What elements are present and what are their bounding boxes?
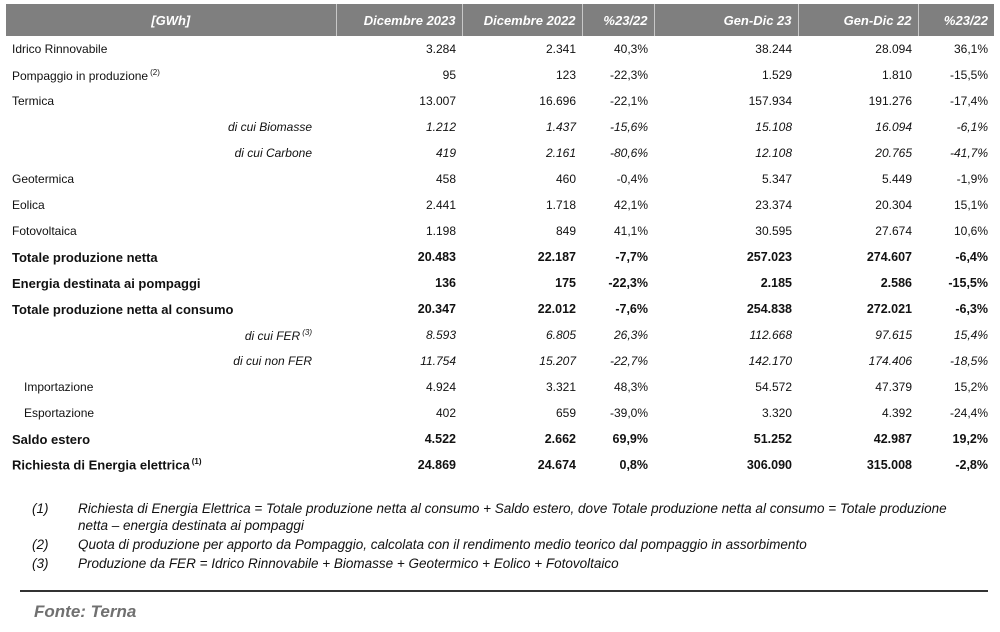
table-row [6, 400, 994, 426]
cell-ytd-2022: 20.765 [875, 146, 912, 160]
cell-dec-change: -22,3% [608, 276, 648, 290]
energy-balance-table [6, 4, 994, 478]
cell-ytd-change: 15,1% [953, 198, 988, 212]
row-label [6, 166, 336, 192]
footnote-ref: (1) [191, 457, 202, 467]
cell-ytd-2023: 12.108 [755, 146, 792, 160]
cell-dec-2023: 4.924 [425, 380, 456, 394]
footnote-item [32, 500, 962, 534]
cell-ytd-change: 36,1% [953, 42, 988, 56]
cell-dec-change: -22,3% [609, 68, 648, 82]
cell-dec-2022: 1.718 [545, 198, 576, 212]
cell-ytd-change: -24,4% [949, 406, 988, 420]
row-label [6, 114, 336, 140]
table-row [6, 88, 994, 114]
cell-dec-2022: 6.805 [545, 328, 576, 342]
divider-line [20, 590, 988, 592]
cell-dec-change: 41,1% [613, 224, 648, 238]
cell-ytd-2022: 315.008 [866, 458, 912, 472]
table-row [6, 218, 994, 244]
row-label [6, 36, 336, 62]
header-ytd-change: %23/22 [918, 4, 994, 36]
cell-dec-change: -39,0% [609, 406, 648, 420]
table-row [6, 140, 994, 166]
cell-dec-2022: 22.012 [537, 302, 576, 316]
row-label-text: Totale produzione netta al consumo [12, 301, 234, 317]
cell-ytd-change: 10,6% [953, 224, 988, 238]
cell-dec-2022: 2.662 [544, 432, 576, 446]
cell-ytd-change: -6,4% [955, 250, 988, 264]
energy-table-container [6, 4, 994, 478]
row-label [6, 244, 336, 270]
table-row [6, 192, 994, 218]
cell-dec-change: -80,6% [609, 146, 648, 160]
cell-ytd-2023: 15.108 [755, 120, 792, 134]
cell-ytd-2023: 23.374 [755, 198, 792, 212]
header-unit: [GWh] [6, 4, 336, 36]
cell-dec-2023: 458 [435, 172, 456, 186]
footnote-number: (1) [32, 501, 49, 516]
cell-dec-2023: 2.441 [425, 198, 456, 212]
cell-ytd-2022: 27.674 [875, 224, 912, 238]
cell-ytd-2022: 272.021 [866, 302, 912, 316]
cell-dec-2022: 123 [555, 68, 576, 82]
cell-dec-2023: 8.593 [425, 328, 456, 342]
footnote-text: Richiesta di Energia Elettrica = Totale produzione netta al consumo + Saldo estero, dove Totale produzione netta al consumo = Totale produzione netta – energia destinata ai pompaggi [78, 501, 947, 533]
cell-ytd-2023: 142.170 [748, 354, 792, 368]
cell-ytd-2022: 42.987 [873, 432, 912, 446]
cell-ytd-2023: 3.320 [761, 406, 792, 420]
cell-ytd-change: -17,4% [949, 94, 988, 108]
table-row [6, 166, 994, 192]
row-label-text: Energia destinata ai pompaggi [12, 275, 201, 291]
cell-ytd-change: -1,9% [956, 172, 988, 186]
row-label [6, 400, 336, 426]
row-label [6, 426, 336, 452]
footnote-ref: (3) [302, 327, 312, 337]
table-row [6, 322, 994, 348]
cell-dec-2023: 3.284 [425, 42, 456, 56]
cell-dec-change: -15,6% [609, 120, 648, 134]
cell-dec-2023: 402 [435, 406, 456, 420]
footnote-text: Produzione da FER = Idrico Rinnovabile + Biomasse + Geotermico + Eolico + Fotovoltaico [78, 556, 619, 571]
table-row [6, 452, 994, 478]
table-header-row [6, 4, 994, 36]
row-label-text: Termica [12, 94, 55, 108]
header-dec-2023: Dicembre 2023 [336, 4, 462, 36]
row-label-text: Pompaggio in produzione [12, 68, 149, 83]
cell-dec-change: -22,1% [609, 94, 648, 108]
cell-dec-2023: 1.212 [425, 120, 456, 134]
row-label [6, 374, 336, 400]
cell-ytd-change: 15,4% [953, 328, 988, 342]
cell-ytd-2022: 1.810 [881, 68, 912, 82]
cell-ytd-2022: 191.276 [868, 94, 912, 108]
row-label-text: Fotovoltaica [12, 224, 77, 238]
table-row [6, 244, 994, 270]
cell-dec-2023: 136 [435, 276, 456, 290]
cell-dec-2023: 419 [435, 146, 456, 160]
footnote-ref: (2) [150, 67, 160, 77]
cell-dec-change: 0,8% [619, 458, 648, 472]
row-label [6, 192, 336, 218]
source-label: Fonte: Terna [34, 602, 137, 621]
footnote-number: (2) [32, 537, 49, 552]
cell-ytd-change: -2,8% [955, 458, 988, 472]
cell-ytd-2022: 28.094 [875, 42, 912, 56]
footnote-item [32, 555, 962, 572]
cell-ytd-change: -18,5% [949, 354, 988, 368]
cell-ytd-2023: 54.572 [755, 380, 792, 394]
cell-ytd-change: -41,7% [949, 146, 988, 160]
cell-dec-2023: 11.754 [420, 354, 456, 368]
row-label-text: Totale produzione netta [12, 249, 158, 265]
cell-ytd-2022: 20.304 [875, 198, 912, 212]
row-label-text: Importazione [24, 380, 94, 394]
table-row [6, 62, 994, 88]
cell-dec-2022: 3.321 [545, 380, 576, 394]
cell-ytd-change: 19,2% [952, 432, 988, 446]
cell-dec-2022: 1.437 [545, 120, 576, 134]
table-row [6, 426, 994, 452]
cell-dec-change: 48,3% [613, 380, 648, 394]
row-label [6, 348, 336, 374]
cell-ytd-2023: 306.090 [746, 458, 792, 472]
cell-dec-2023: 24.869 [417, 458, 456, 472]
row-label [6, 452, 336, 478]
cell-ytd-change: -6,3% [955, 302, 988, 316]
cell-dec-2023: 13.007 [419, 94, 456, 108]
cell-dec-2022: 22.187 [537, 250, 576, 264]
row-label-text: di cui non FER [233, 354, 312, 368]
cell-dec-2022: 2.161 [545, 146, 576, 160]
cell-ytd-2022: 2.586 [880, 276, 912, 290]
cell-dec-2023: 20.483 [417, 250, 456, 264]
table-row [6, 270, 994, 296]
row-label-text: di cui Biomasse [227, 120, 312, 134]
table-body [6, 36, 994, 478]
cell-ytd-2023: 157.934 [748, 94, 792, 108]
row-label-text: Eolica [12, 198, 45, 212]
header-dec-2022: Dicembre 2022 [462, 4, 582, 36]
table-row [6, 348, 994, 374]
cell-dec-2022: 175 [555, 276, 576, 290]
header-ytd-2023: Gen-Dic 23 [654, 4, 798, 36]
cell-ytd-2022: 4.392 [881, 406, 912, 420]
cell-dec-change: 42,1% [613, 198, 648, 212]
cell-ytd-2023: 2.185 [760, 276, 792, 290]
cell-dec-2022: 2.341 [545, 42, 576, 56]
cell-ytd-2023: 257.023 [746, 250, 792, 264]
cell-dec-change: -0,4% [616, 172, 648, 186]
cell-ytd-2023: 254.838 [746, 302, 792, 316]
cell-ytd-change: -6,1% [956, 120, 988, 134]
row-label-text: Saldo estero [12, 431, 91, 447]
cell-ytd-2023: 38.244 [755, 42, 792, 56]
cell-dec-2022: 659 [555, 406, 576, 420]
row-label-text: di cui FER [244, 328, 301, 343]
row-label-text: di cui Carbone [234, 146, 312, 160]
cell-dec-change: -7,6% [615, 302, 648, 316]
cell-ytd-2023: 30.595 [755, 224, 792, 238]
footnote-number: (3) [32, 556, 49, 571]
cell-ytd-2022: 5.449 [881, 172, 912, 186]
header-dec-change: %23/22 [582, 4, 654, 36]
cell-ytd-2023: 51.252 [753, 432, 792, 446]
cell-ytd-change: 15,2% [953, 380, 988, 394]
footnote-item [32, 536, 962, 553]
row-label [6, 322, 336, 348]
cell-ytd-2022: 47.379 [875, 380, 912, 394]
cell-ytd-2023: 5.347 [761, 172, 792, 186]
cell-dec-2022: 16.696 [539, 94, 576, 108]
cell-ytd-2023: 1.529 [761, 68, 792, 82]
cell-dec-change: 69,9% [612, 432, 648, 446]
row-label-text: Geotermica [12, 172, 75, 186]
cell-dec-change: -22,7% [609, 354, 648, 368]
cell-ytd-2022: 97.615 [875, 328, 912, 342]
cell-dec-2022: 460 [555, 172, 576, 186]
table-row [6, 296, 994, 322]
row-label-text: Esportazione [24, 406, 95, 420]
cell-dec-2023: 4.522 [424, 432, 456, 446]
row-label [6, 218, 336, 244]
table-row [6, 114, 994, 140]
cell-ytd-2023: 112.668 [749, 328, 792, 342]
footnote-text: Quota di produzione per apporto da Pompaggio, calcolata con il rendimento medio teorico dal pompaggio in assorbimento [78, 537, 807, 552]
row-label [6, 270, 336, 296]
cell-ytd-change: -15,5% [949, 68, 988, 82]
row-label-text: Richiesta di Energia elettrica [12, 457, 190, 473]
cell-dec-change: 26,3% [613, 328, 648, 342]
cell-dec-2023: 95 [442, 68, 456, 82]
cell-dec-change: 40,3% [613, 42, 648, 56]
row-label [6, 62, 336, 88]
row-label [6, 296, 336, 322]
cell-ytd-2022: 174.406 [868, 354, 912, 368]
cell-ytd-2022: 274.607 [866, 250, 912, 264]
cell-dec-2022: 15.207 [539, 354, 576, 368]
cell-dec-2022: 24.674 [537, 458, 576, 472]
footnotes [32, 500, 962, 574]
cell-dec-2023: 1.198 [425, 224, 456, 238]
row-label [6, 88, 336, 114]
table-row [6, 374, 994, 400]
cell-ytd-change: -15,5% [948, 276, 988, 290]
table-row [6, 36, 994, 62]
header-ytd-2022: Gen-Dic 22 [798, 4, 918, 36]
cell-ytd-2022: 16.094 [875, 120, 912, 134]
cell-dec-change: -7,7% [615, 250, 648, 264]
row-label-text: Idrico Rinnovabile [12, 42, 108, 56]
row-label [6, 140, 336, 166]
cell-dec-2022: 849 [555, 224, 576, 238]
cell-dec-2023: 20.347 [417, 302, 456, 316]
